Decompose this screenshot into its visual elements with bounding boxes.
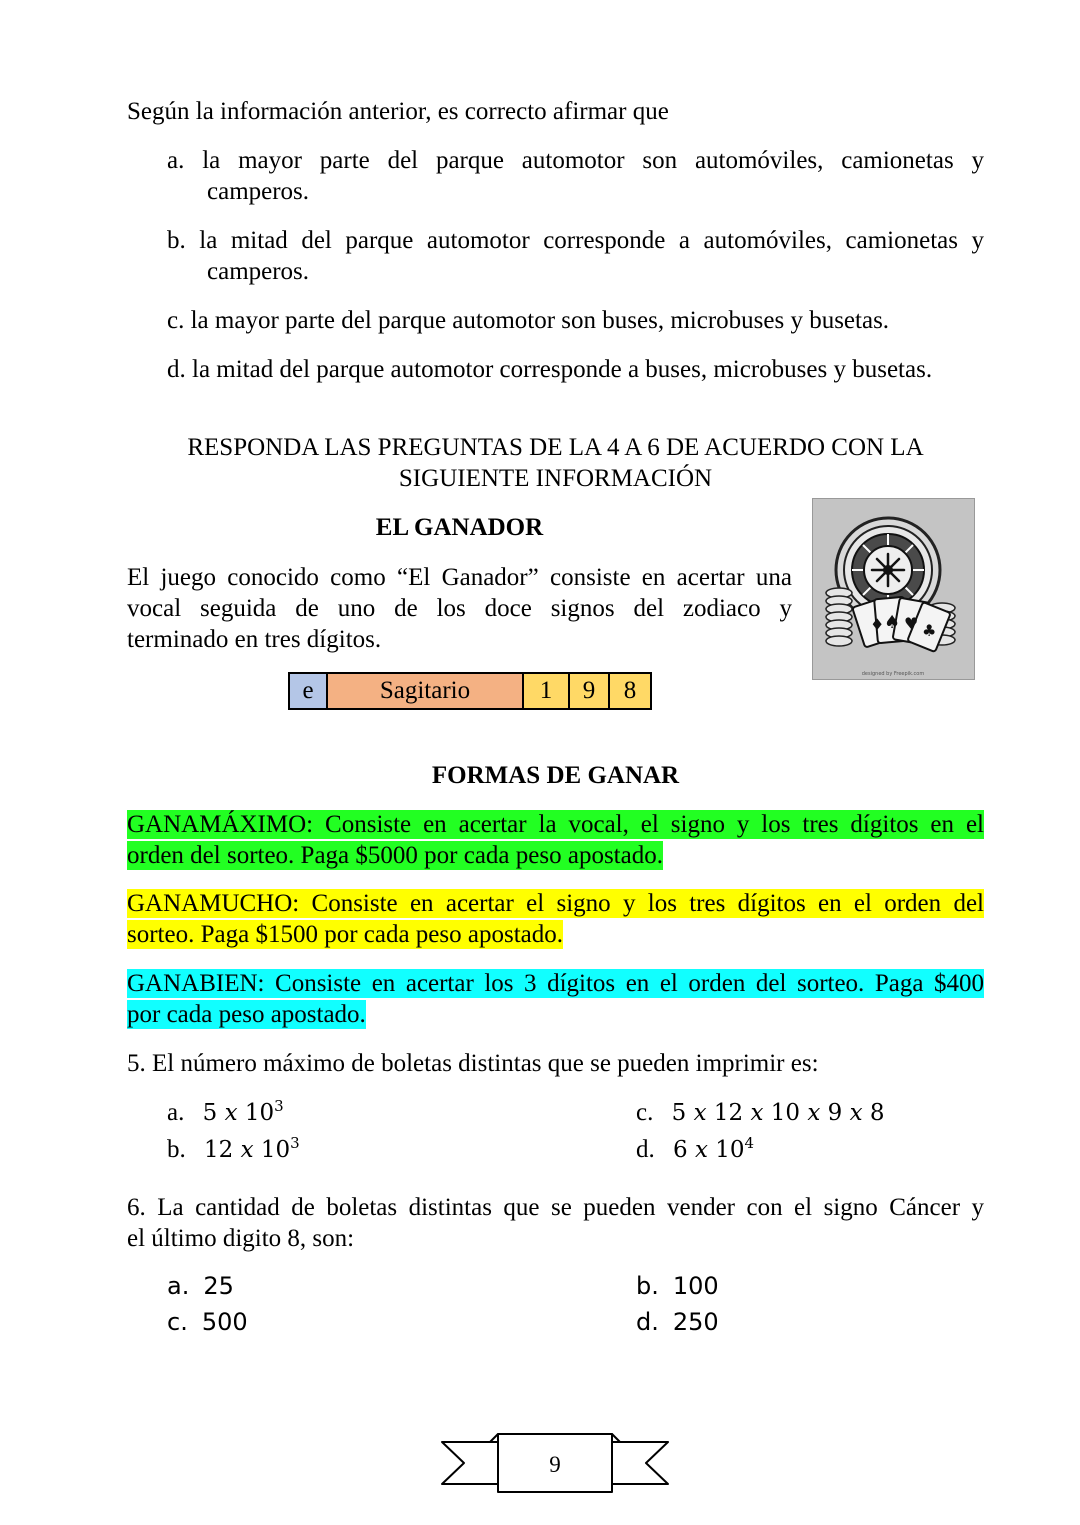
prize-ganamucho [127, 888, 984, 950]
game-title: EL GANADOR [375, 514, 544, 541]
game-description-line2: vocal seguida de uno de los doce signos del zodiaco y [127, 595, 792, 622]
q6-option-a: a. 25 [167, 1272, 234, 1300]
question-5-text: 5. El número máximo de boletas distintas que se pueden imprimir es: [127, 1050, 819, 1077]
option-letter: b. [167, 227, 186, 254]
question-6-line1: 6. La cantidad de boletas distintas que se pueden vender con el signo Cáncer y [127, 1194, 984, 1221]
page-number: 9 [549, 1452, 561, 1477]
svg-text:designed by Freepik.com: designed by Freepik.com [861, 671, 925, 677]
prize-ganamucho-line2: sorteo. Paga $1500 por cada peso apostado. [127, 921, 563, 948]
roulette-cards-image [812, 498, 975, 680]
ticket-digit-1: 1 [523, 673, 569, 709]
svg-text:♦: ♦ [870, 615, 885, 634]
q5-option-b: b. 12 x $10^3$ [167, 1134, 300, 1163]
roulette-cards-icon [812, 498, 975, 680]
option-letter: c. [167, 307, 185, 334]
game-description-line1: El juego conocido como “El Ganador” consiste en acertar una [127, 564, 792, 591]
prize-ganabien-line2: por cada peso apostado. [127, 1001, 366, 1028]
prize-ganamaximo [127, 809, 984, 871]
option-letter: a. [167, 147, 185, 174]
option-a-line2: camperos. [207, 178, 310, 205]
section-heading-line2: SIGUIENTE INFORMACIÓN [398, 465, 713, 492]
intro-text: Según la información anterior, es correcto afirmar que [127, 98, 669, 125]
prize-ganamaximo-line1: GANAMÁXIMO: Consiste en acertar la vocal, el signo y los tres dígitos en el [127, 811, 984, 838]
ticket-digit-2: 9 [569, 673, 609, 709]
prize-ganamaximo-line2: orden del sorteo. Paga $5000 por cada peso apostado. [127, 842, 663, 869]
q6-option-d: d. 250 [636, 1308, 719, 1336]
prize-ganamucho-line1: GANAMUCHO: Consiste en acertar el signo y los tres dígitos en el orden del [127, 890, 984, 917]
q6-option-b: b. 100 [636, 1272, 719, 1300]
prize-ganabien-line1: GANABIEN: Consiste en acertar los 3 dígitos en el orden del sorteo. Paga $400 [127, 970, 984, 997]
svg-text:♠: ♠ [884, 612, 901, 633]
q5-option-d: d. 6 x $10^4$ [636, 1134, 755, 1163]
option-b-line1: b. la mitad del parque automotor corresponde a automóviles, camionetas y [167, 227, 984, 254]
option-a-line1: a. la mayor parte del parque automotor son automóviles, camionetas y [167, 147, 985, 174]
ticket-digit-3: 8 [609, 673, 651, 709]
ways-heading: FORMAS DE GANAR [431, 762, 680, 789]
ticket-sign: Sagitario [327, 673, 523, 709]
q6-option-c: c. 500 [167, 1308, 248, 1336]
svg-text:♥: ♥ [904, 614, 919, 633]
q5-option-a: a. 5 x $10^3$ [167, 1097, 284, 1126]
ticket-vowel: e [289, 673, 327, 709]
option-d: d. la mitad del parque automotor corresponde a buses, microbuses y busetas. [167, 356, 933, 383]
svg-text:♣: ♣ [922, 621, 937, 640]
option-b-line2: camperos. [207, 258, 310, 285]
ticket-example [288, 672, 652, 710]
prize-ganabien [127, 968, 984, 1030]
q5-option-c: c. 5 x 12 x 10 x 9 x 8 [636, 1099, 885, 1126]
option-c: c. la mayor parte del parque automotor son buses, microbuses y busetas. [167, 307, 890, 334]
option-letter: d. [167, 356, 186, 383]
page-number-ribbon [440, 1428, 670, 1498]
question-6-line2: el último digito 8, son: [127, 1225, 355, 1252]
section-heading-line1: RESPONDA LAS PREGUNTAS DE LA 4 A 6 DE ACUERDO CON LA [187, 434, 924, 461]
game-description-line3: terminado en tres dígitos. [127, 626, 382, 653]
